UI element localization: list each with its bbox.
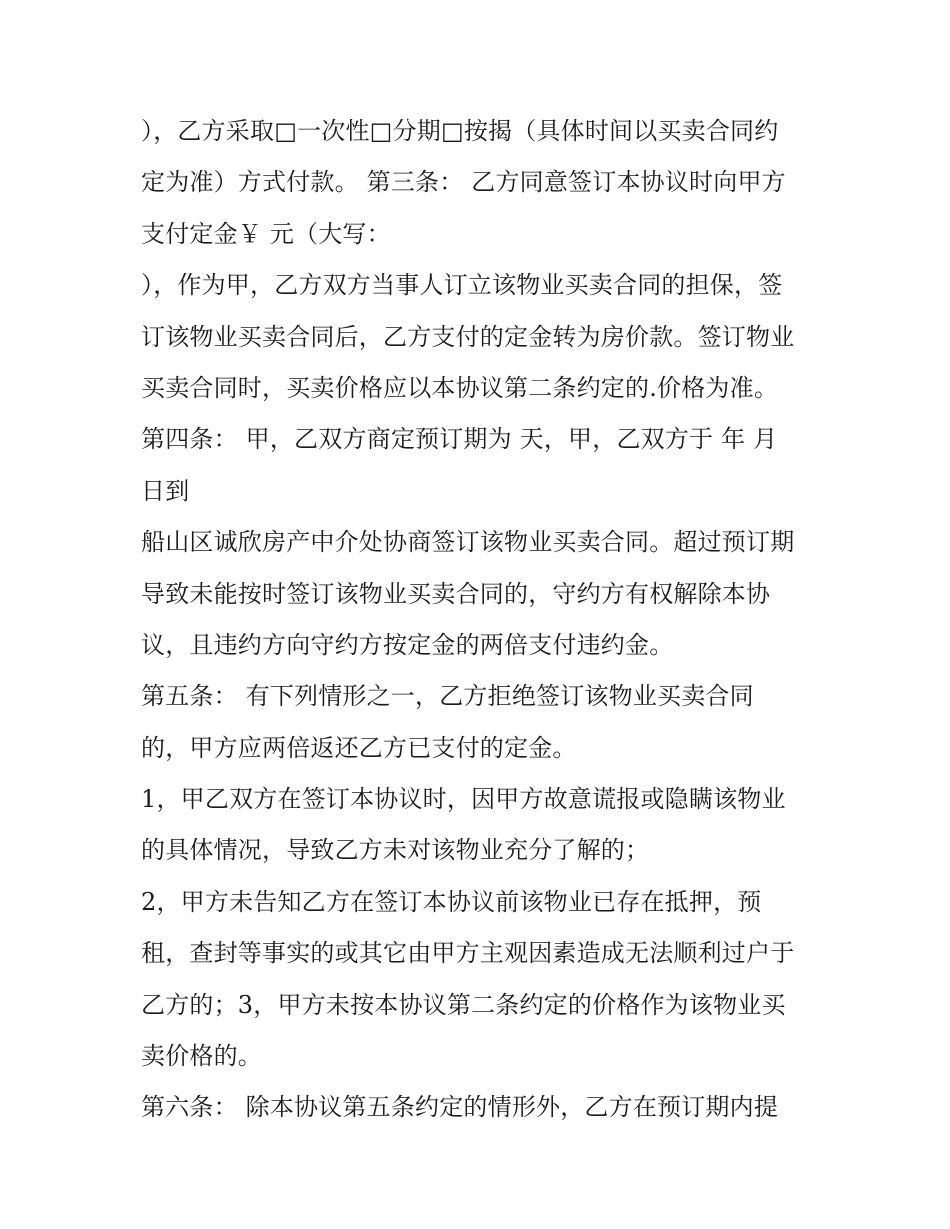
text-line: 导致未能按时签订该物业买卖合同的，守约方有权解除本协 bbox=[141, 579, 771, 608]
text-line: 第六条： 除本协议第五条约定的情形外，乙方在预订期内提 bbox=[141, 1093, 779, 1122]
text-line: 第四条： 甲，乙双方商定预订期为 天，甲，乙双方于 年 月 bbox=[141, 425, 778, 454]
text-line: 的，甲方应两倍返还乙方已支付的定金。 bbox=[141, 733, 577, 762]
text-line: 租，查封等事实的或其它由甲方主观因素造成无法顺利过户于 bbox=[141, 939, 795, 968]
text-line: ），乙方采取□一次性□分期□按揭（具体时间以买卖合同约 bbox=[141, 117, 779, 145]
text-line: 日到 bbox=[141, 476, 190, 505]
text-line: 2，甲方未告知乙方在签订本协议前该物业已存在抵押，预 bbox=[141, 887, 762, 916]
text-line: 议，且违约方向守约方按定金的两倍支付违约金。 bbox=[141, 630, 674, 659]
text-line: 卖价格的。 bbox=[141, 1042, 262, 1071]
text-line: 乙方的；3，甲方未按本协议第二条约定的价格作为该物业买 bbox=[141, 990, 786, 1019]
document-body bbox=[141, 109, 831, 1137]
text-line: 船山区诚欣房产中介处协商签订该物业买卖合同。超过预订期 bbox=[141, 528, 795, 557]
text-line: 第五条： 有下列情形之一，乙方拒绝签订该物业买卖合同 bbox=[141, 682, 754, 711]
text-line: 支付定金￥ 元（大写： bbox=[141, 219, 391, 248]
text-line: 订该物业买卖合同后，乙方支付的定金转为房价款。签订物业 bbox=[141, 322, 795, 351]
text-line: 1，甲乙双方在签订本协议时，因甲方故意谎报或隐瞒该物业 bbox=[141, 785, 786, 814]
text-line: 的具体情况，导致乙方未对该物业充分了解的； bbox=[141, 836, 650, 865]
text-line: 定为准）方式付款。 第三条： 乙方同意签订本协议时向甲方 bbox=[141, 168, 786, 197]
text-line: 买卖合同时，买卖价格应以本协议第二条约定的.价格为准。 bbox=[141, 373, 779, 402]
text-line: ），作为甲，乙方双方当事人订立该物业买卖合同的担保，签 bbox=[141, 271, 783, 300]
